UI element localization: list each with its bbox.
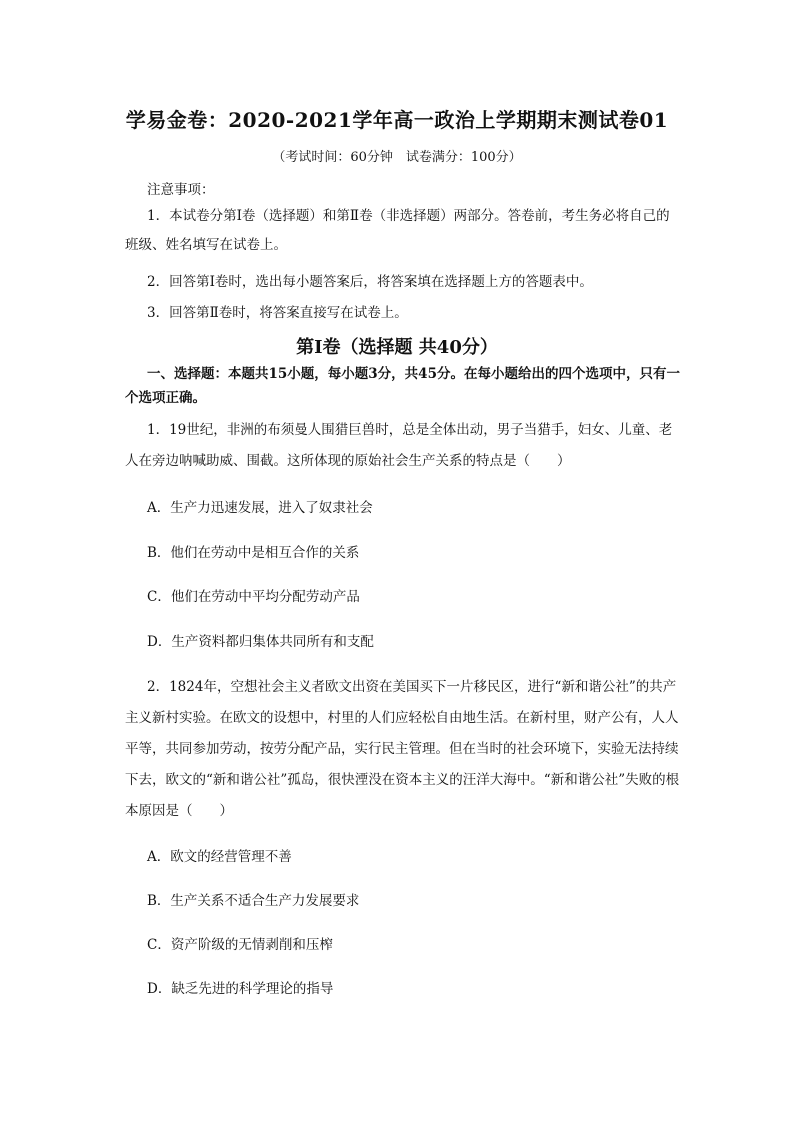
question-1-option-b: B．他们在劳动中是相互合作的关系 (147, 545, 360, 561)
notice-item-3: 3．回答第Ⅱ卷时，将答案直接写在试卷上。 (147, 305, 408, 321)
question-1-option-d: D．生产资料都归集体共同所有和支配 (147, 634, 374, 650)
notice-heading: 注意事项： (147, 182, 215, 198)
notice-item-1: 1．本试卷分第Ⅰ卷（选择题）和第Ⅱ卷（非选择题）两部分。答卷前，考生务必将自己的班级、姓名填写在试卷上。 (125, 208, 670, 253)
question-2-option-b: B．生产关系不适合生产力发展要求 (147, 893, 360, 909)
notice-item-2: 2．回答第Ⅰ卷时，选出每小题答案后，将答案填在选择题上方的答题表中。 (147, 274, 593, 290)
section-title: 第Ⅰ卷（选择题 共40分） (296, 337, 498, 358)
question-1-option-a: A．生产力迅速发展，进入了奴隶社会 (147, 500, 373, 516)
exam-subtitle: （考试时间：60分钟 试卷满分：100分） (272, 150, 522, 165)
section-instruction: 一、选择题：本题共15小题，每小题3分，共45分。在每小题给出的四个选项中，只有一个选项正确。 (125, 366, 680, 406)
exam-title: 学易金卷：2020-2021学年高一政治上学期期末测试卷01 (125, 108, 669, 132)
question-2-option-c: C．资产阶级的无情剥削和压榨 (147, 937, 333, 953)
question-2-option-d: D．缺乏先进的科学理论的指导 (147, 981, 334, 997)
question-1-stem: 1．19世纪，非洲的布须曼人围猎巨兽时，总是全体出动，男子当猎手，妇女、儿童、老人在旁边呐喊助威、围截。这所体现的原始社会生产关系的特点是（ ） (125, 422, 673, 469)
question-2-option-a: A．欧文的经营管理不善 (147, 849, 292, 865)
question-1-option-c: C．他们在劳动中平均分配劳动产品 (147, 589, 360, 605)
question-2-stem: 2．1824年，空想社会主义者欧文出资在美国买下一片移民区，进行“新和谐公社”的共产主义新村实验。在欧文的设想中，村里的人们应轻松自由地生活。在新村里，财产公有，人人平等，共同参加劳动，按劳分配产品，实行民主管理。但在当时的社会环境下，实验无法持续下去，欧文的“新和谐公社”孤岛，很快湮没在资本主义的汪洋大海中。“新和谐公社”失败的根本原因是（ ） (125, 679, 680, 819)
